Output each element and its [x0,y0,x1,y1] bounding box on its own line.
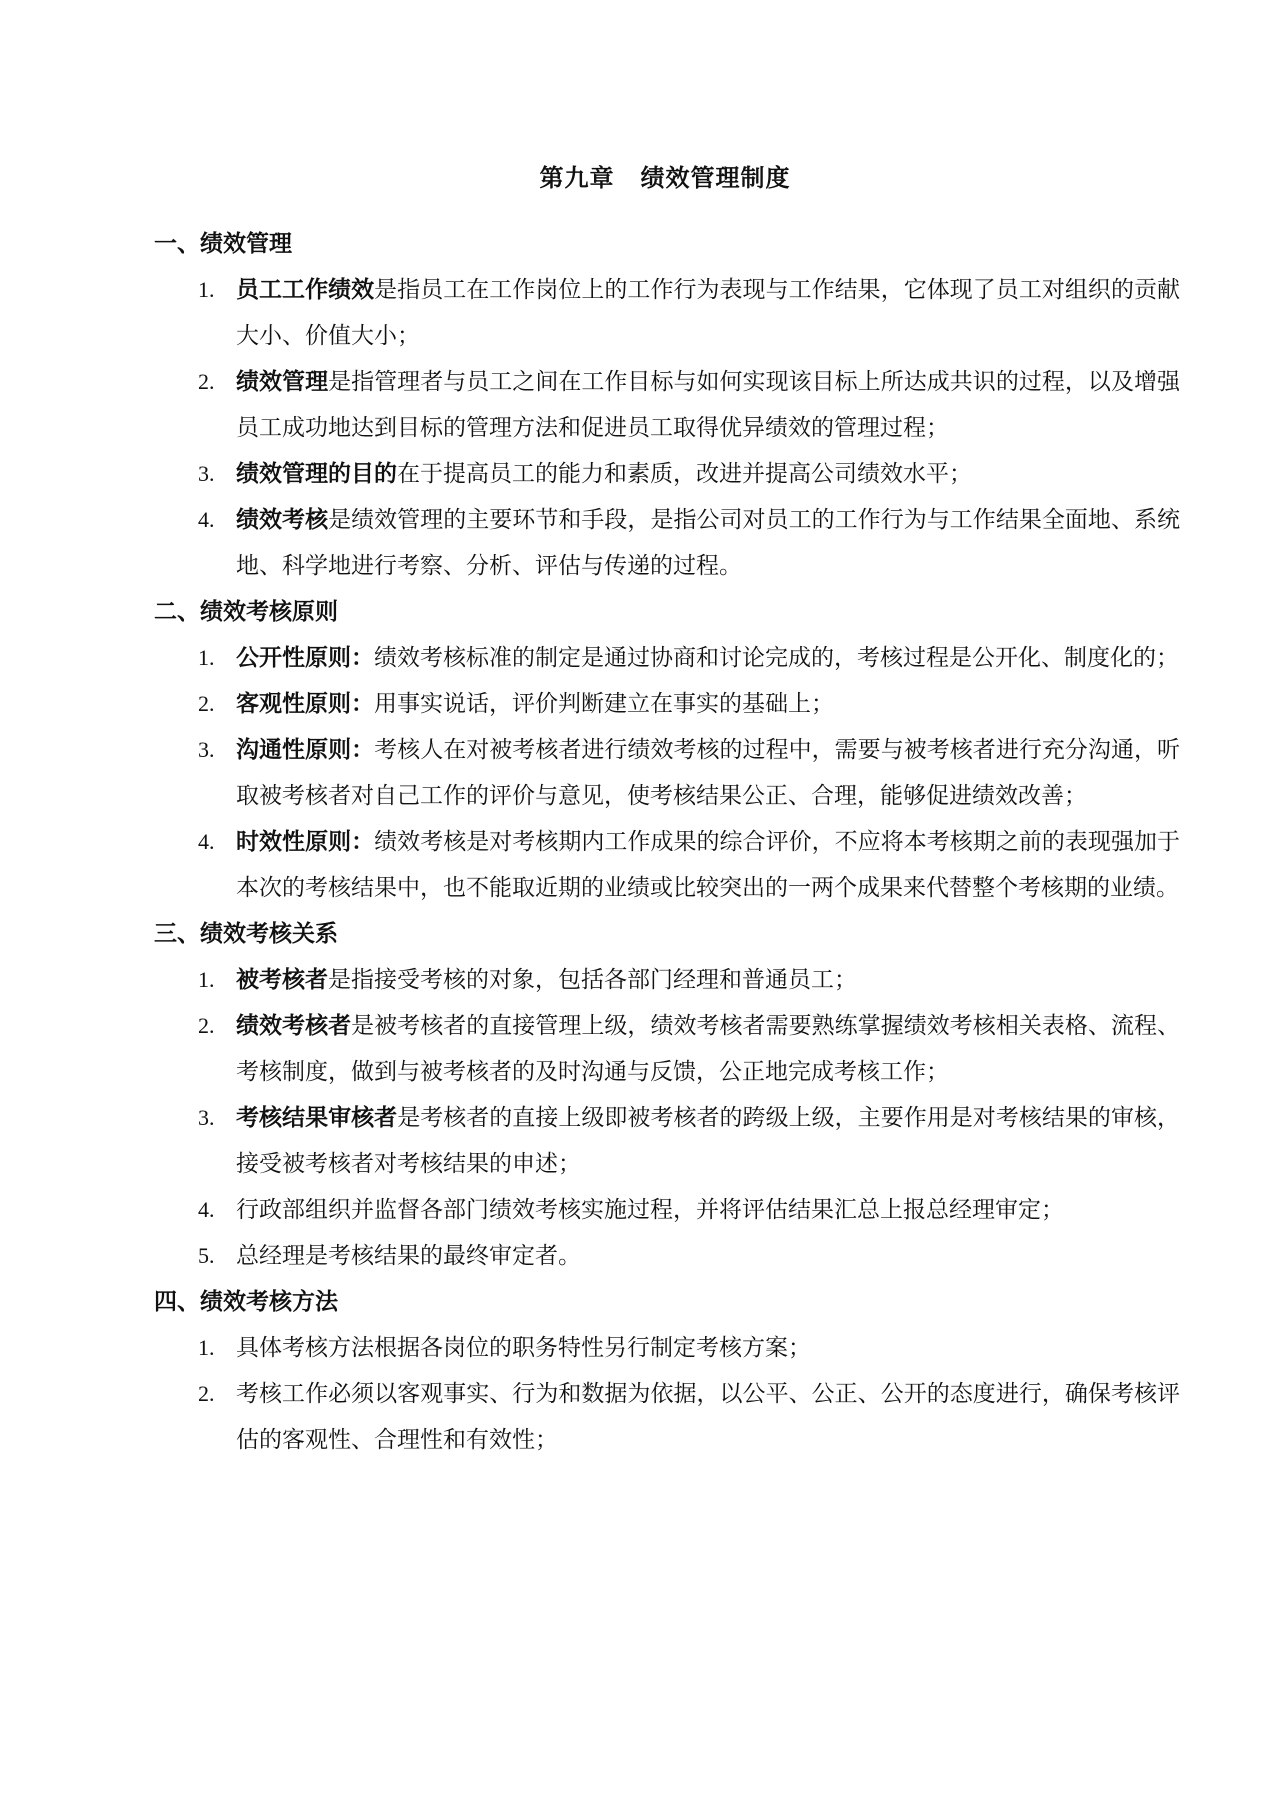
item-term: 公开性原则： [236,644,374,671]
section-heading: 二、绩效考核原则 [154,598,338,625]
item-number: 2. [198,369,215,394]
item-number: 2. [198,691,215,716]
item-term: 沟通性原则： [236,736,375,763]
chapter-number: 第九章 [539,163,615,192]
item-term: 时效性原则： [236,828,375,855]
item-text: 在于提高员工的能力和素质，改进并提高公司绩效水平； [397,461,972,487]
section-list [154,957,1180,1279]
section-list [154,267,1180,589]
item-number: 1. [198,645,215,670]
section-appraisal-principles [154,589,1180,911]
list-item [154,1095,1180,1187]
item-text: 具体考核方法根据各岗位的职务特性另行制定考核方案； [236,1335,811,1361]
item-text: 用事实说话，评价判断建立在事实的基础上； [374,691,834,717]
item-text: 考核人在对被考核者进行绩效考核的过程中，需要与被考核者进行充分沟通，听取被考核者对自己工作的评价与意见，使考核结果公正、合理，能够促进绩效改善； [236,737,1181,809]
section-heading: 一、绩效管理 [154,230,292,257]
item-number: 1. [198,967,215,992]
list-item [154,727,1180,819]
chapter-title: 绩效管理制度 [640,163,791,192]
item-number: 3. [198,1105,215,1130]
item-term: 绩效管理的目的 [236,460,397,487]
item-term: 考核结果审核者 [236,1104,398,1131]
item-number: 2. [198,1381,215,1406]
list-item [154,635,1180,681]
item-number: 3. [198,461,215,486]
item-term: 客观性原则： [236,690,374,717]
list-item [154,957,1180,1003]
item-number: 4. [198,507,215,532]
item-text: 是指接受考核的对象，包括各部门经理和普通员工； [328,967,857,993]
item-term: 绩效考核者 [236,1012,352,1039]
list-item [154,497,1180,589]
item-text: 绩效考核标准的制定是通过协商和讨论完成的，考核过程是公开化、制度化的； [374,645,1179,671]
list-item [154,359,1180,451]
list-item [154,819,1180,911]
list-item [154,1187,1180,1233]
section-list [154,635,1180,911]
item-number: 1. [198,277,215,302]
section-appraisal-relationships [154,911,1180,1279]
page-title [152,158,1178,193]
item-text: 行政部组织并监督各部门绩效考核实施过程，并将评估结果汇总上报总经理审定； [236,1197,1064,1223]
section-heading: 四、绩效考核方法 [154,1288,338,1315]
item-number: 5. [198,1243,215,1268]
item-term: 绩效管理 [236,368,329,395]
item-number: 1. [198,1335,215,1360]
list-item [154,1325,1180,1371]
item-term: 绩效考核 [236,506,329,533]
item-number: 4. [198,829,215,854]
item-text: 是考核者的直接上级即被考核者的跨级上级，主要作用是对考核结果的审核，接受被考核者对考核结果的申述； [236,1105,1181,1177]
section-list [154,1325,1180,1463]
item-number: 2. [198,1013,215,1038]
list-item [154,1233,1180,1279]
item-text: 绩效考核是对考核期内工作成果的综合评价，不应将本考核期之前的表现强加于本次的考核结果中，也不能取近期的业绩或比较突出的一两个成果来代替整个考核期的业绩。 [236,829,1181,901]
section-appraisal-methods [154,1279,1180,1463]
item-number: 3. [198,737,215,762]
list-item [154,1371,1180,1463]
item-text: 是绩效管理的主要环节和手段，是指公司对员工的工作行为与工作结果全面地、系统地、科学地进行考察、分析、评估与传递的过程。 [236,507,1181,579]
item-text: 总经理是考核结果的最终审定者。 [236,1243,581,1269]
item-term: 被考核者 [236,966,328,993]
list-item [154,681,1180,727]
item-text: 是被考核者的直接管理上级，绩效考核者需要熟练掌握绩效考核相关表格、流程、考核制度，做到与被考核者的及时沟通与反馈，公正地完成考核工作； [236,1013,1180,1085]
item-number: 4. [198,1197,215,1222]
list-item [154,267,1180,359]
list-item [154,451,1180,497]
item-text: 是指管理者与员工之间在工作目标与如何实现该目标上所达成共识的过程，以及增强员工成功地达到目标的管理方法和促进员工取得优异绩效的管理过程； [236,369,1181,441]
list-item [154,1003,1180,1095]
item-text: 是指员工在工作岗位上的工作行为表现与工作结果，它体现了员工对组织的贡献大小、价值大小； [236,277,1181,349]
item-text: 考核工作必须以客观事实、行为和数据为依据，以公平、公正、公开的态度进行，确保考核评估的客观性、合理性和有效性； [236,1381,1180,1453]
section-performance-management [154,221,1180,589]
item-term: 员工工作绩效 [236,276,375,303]
section-heading: 三、绩效考核关系 [154,920,338,947]
